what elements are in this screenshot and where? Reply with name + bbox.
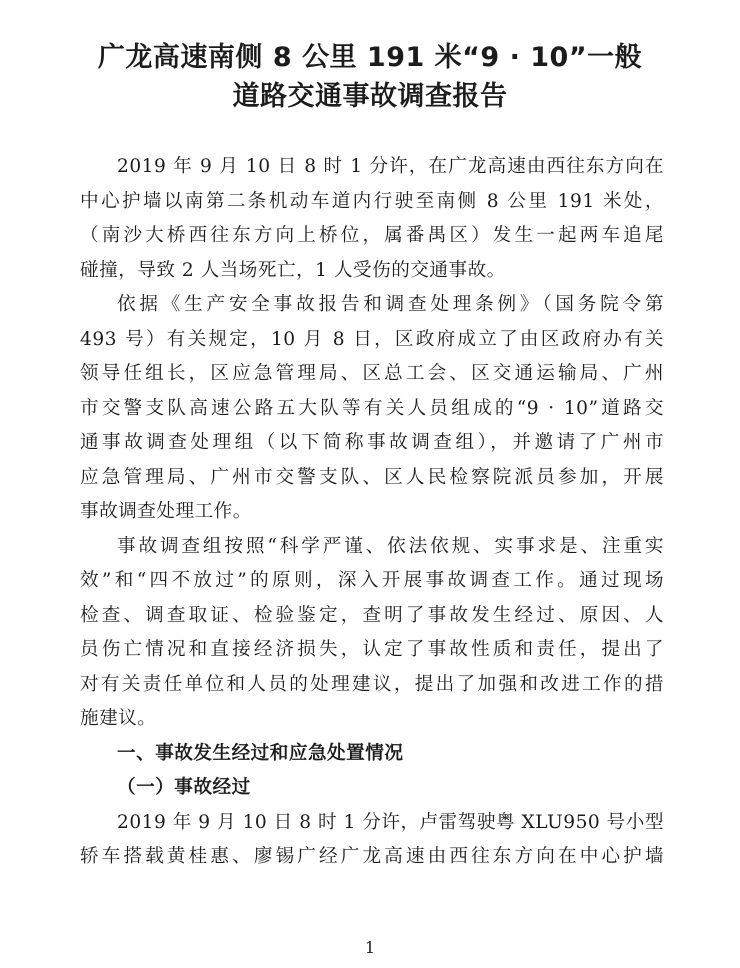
- paragraph-line: 效”和“四不放过”的原则，深入开展事故调查工作。通过现场: [80, 570, 664, 591]
- report-body: [80, 150, 664, 875]
- paragraph-line: 事故调查处理工作。: [80, 501, 252, 522]
- paragraph-line: 事故调查组按照“科学严谨、依法依规、实事求是、注重实: [117, 535, 664, 557]
- paragraph-line: 领导任组长，区应急管理局、区总工会、区交通运输局、广州: [80, 363, 664, 384]
- paragraph-line: 对有关责任单位和人员的处理建议，提出了加强和改进工作的措: [80, 673, 664, 695]
- subsection-heading: （一）事故经过: [117, 777, 251, 798]
- page-number: 1: [364, 938, 376, 957]
- report-title-line-1: 广龙高速南侧 8 公里 191 米“9 · 10”一般: [97, 42, 643, 73]
- report-title-line-2: 道路交通事故调查报告: [232, 81, 508, 112]
- paragraph-line: 施建议。: [80, 708, 157, 729]
- paragraph-line: 碰撞，导致 2 人当场死亡，1 人受伤的交通事故。: [80, 259, 506, 281]
- paragraph-line: 轿车搭载黄桂惠、廖锡广经广龙高速由西往东方向在中心护墙: [80, 846, 664, 867]
- paragraph-line: 员伤亡情况和直接经济损失，认定了事故性质和责任，提出了: [80, 639, 664, 660]
- paragraph-line: 2019 年 9 月 10 日 8 时 1 分许，卢雷驾驶粤 XLU950 号小型: [117, 811, 664, 833]
- paragraph-line: 检查、调查取证、检验鉴定，查明了事故发生经过、原因、人: [80, 604, 664, 626]
- paragraph-line: 493 号）有关规定，10 月 8 日，区政府成立了由区政府办有关: [80, 328, 664, 350]
- paragraph-line: （南沙大桥西往东方向上桥位，属番禺区）发生一起两车追尾: [80, 225, 664, 246]
- section-heading: 一、事故发生经过和应急处置情况: [117, 742, 404, 764]
- paragraph-line: 通事故调查处理组（以下简称事故调查组），并邀请了广州市: [80, 432, 664, 453]
- paragraph-line: 中心护墙以南第二条机动车道内行驶至南侧 8 公里 191 米处，: [80, 190, 664, 212]
- paragraph-line: 市交警支队高速公路五大队等有关人员组成的“9 · 10”道路交: [80, 397, 664, 419]
- paragraph-line: 依据《生产安全事故报告和调查处理条例》（国务院令第: [117, 294, 664, 315]
- paragraph-line: 应急管理局、广州市交警支队、区人民检察院派员参加，开展: [80, 466, 664, 488]
- paragraph-line: 2019 年 9 月 10 日 8 时 1 分许，在广龙高速由西往东方向在: [117, 156, 664, 177]
